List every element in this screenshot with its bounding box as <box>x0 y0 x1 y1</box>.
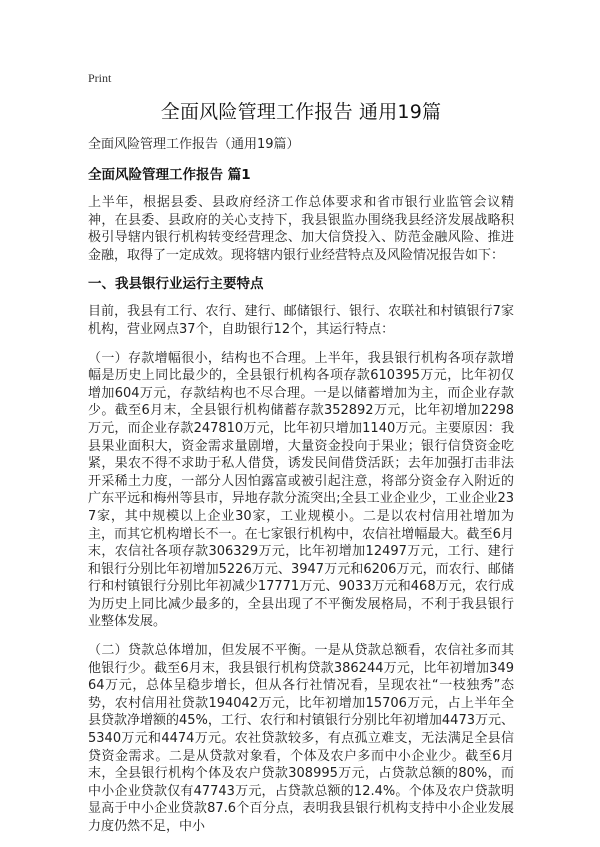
intro-paragraph: 上半年，根据县委、县政府经济工作总体要求和省市银行业监管会议精神，在县委、县政府的关心支持下，我县银监办围绕我县经济发展战略积极引导辖内银行机构转变经营理念、加大信贷投入、防范金融风险、推进金融，取得了一定成效。现将辖内银行业经营特点及风险情况报告如下： <box>88 195 514 263</box>
section-title: 全面风险管理工作报告 篇1 <box>88 167 251 183</box>
heading-banking-features: 一、我县银行业运行主要特点 <box>88 276 264 293</box>
loans-paragraph: （二）贷款总体增加，但发展不平衡。一是从贷款总额看，农信社多而其他银行少。截至6月末，我县银行机构贷款386244万元，比年初增加34964万元，总体呈稳步增长，但从各行社情况看，呈现农社“一枝独秀”态势，农村信用社贷款194042万元，比年初增加15706万元，占上半年全县贷款净增额的45%，工行、农行和村镇银行分别比年初增加4473万元、5340万元和4474万元。农社贷款较多，有点孤立难支，无法满足全县信贷资金需求。二是从贷款对象看，个体及农户多而中小企业少。截至6月末，全县银行机构个体及农户贷款308995万元，占贷款总额的80%，而中小企业贷款仅有47743万元，占贷款总额的12.4%。个体及农户贷款明显高于中小企业贷款87.6个百分点，表明我县银行机构支持中小企业发展力度仍然不足，中小 <box>88 643 514 834</box>
print-label[interactable]: Print <box>88 71 112 85</box>
overview-paragraph: 目前，我县有工行、农行、建行、邮储银行、银行、农联社和村镇银行7家机构，营业网点37个，自助银行12个，其运行特点： <box>88 304 514 337</box>
document-subtitle: 全面风险管理工作报告（通用19篇） <box>88 137 300 152</box>
deposits-paragraph: （一）存款增幅很小，结构也不合理。上半年，我县银行机构各项存款增幅是历史上同比最少的，全县银行机构各项存款610395万元，比年初仅增加604万元，存款结构也不尽合理。一是以储蓄增加为主，而企业存款少。截至6月末，全县银行机构储蓄存款352892万元，比年初增加2298万元，而企业存款247810万元，比年初只增加1140万元。主要原因：我县果业面积大，资金需求量剧增，大量资金投向于果业；银行信贷资金吃紧，果农不得不求助于私人借贷，诱发民间借贷活跃；去年加强打击非法开采稀土力度，一部分人因怕露富或被引起注意，将部分资金存入附近的广东平远和梅州等县市，异地存款分流突出;全县工业企业少，工业企业237家，其中规模以上企业30家，工业规模小。二是以农村信用社增加为主，而其它机构增长不一。在七家银行机构中，农信社增幅最大。截至6月末，农信社各项存款306329万元，比年初增加12497万元，工行、建行和银行分别比年初增加5226万元、3947万元和6206万元，而农行、邮储行和村镇银行分别比年初减少17771万元、9033万元和468万元，农行成为历史上同比减少最多的，全县出现了不平衡发展格局，不利于我县银行业整体发展。 <box>88 350 514 630</box>
document-title: 全面风险管理工作报告 通用19篇 <box>160 101 442 123</box>
document-page <box>88 70 514 847</box>
